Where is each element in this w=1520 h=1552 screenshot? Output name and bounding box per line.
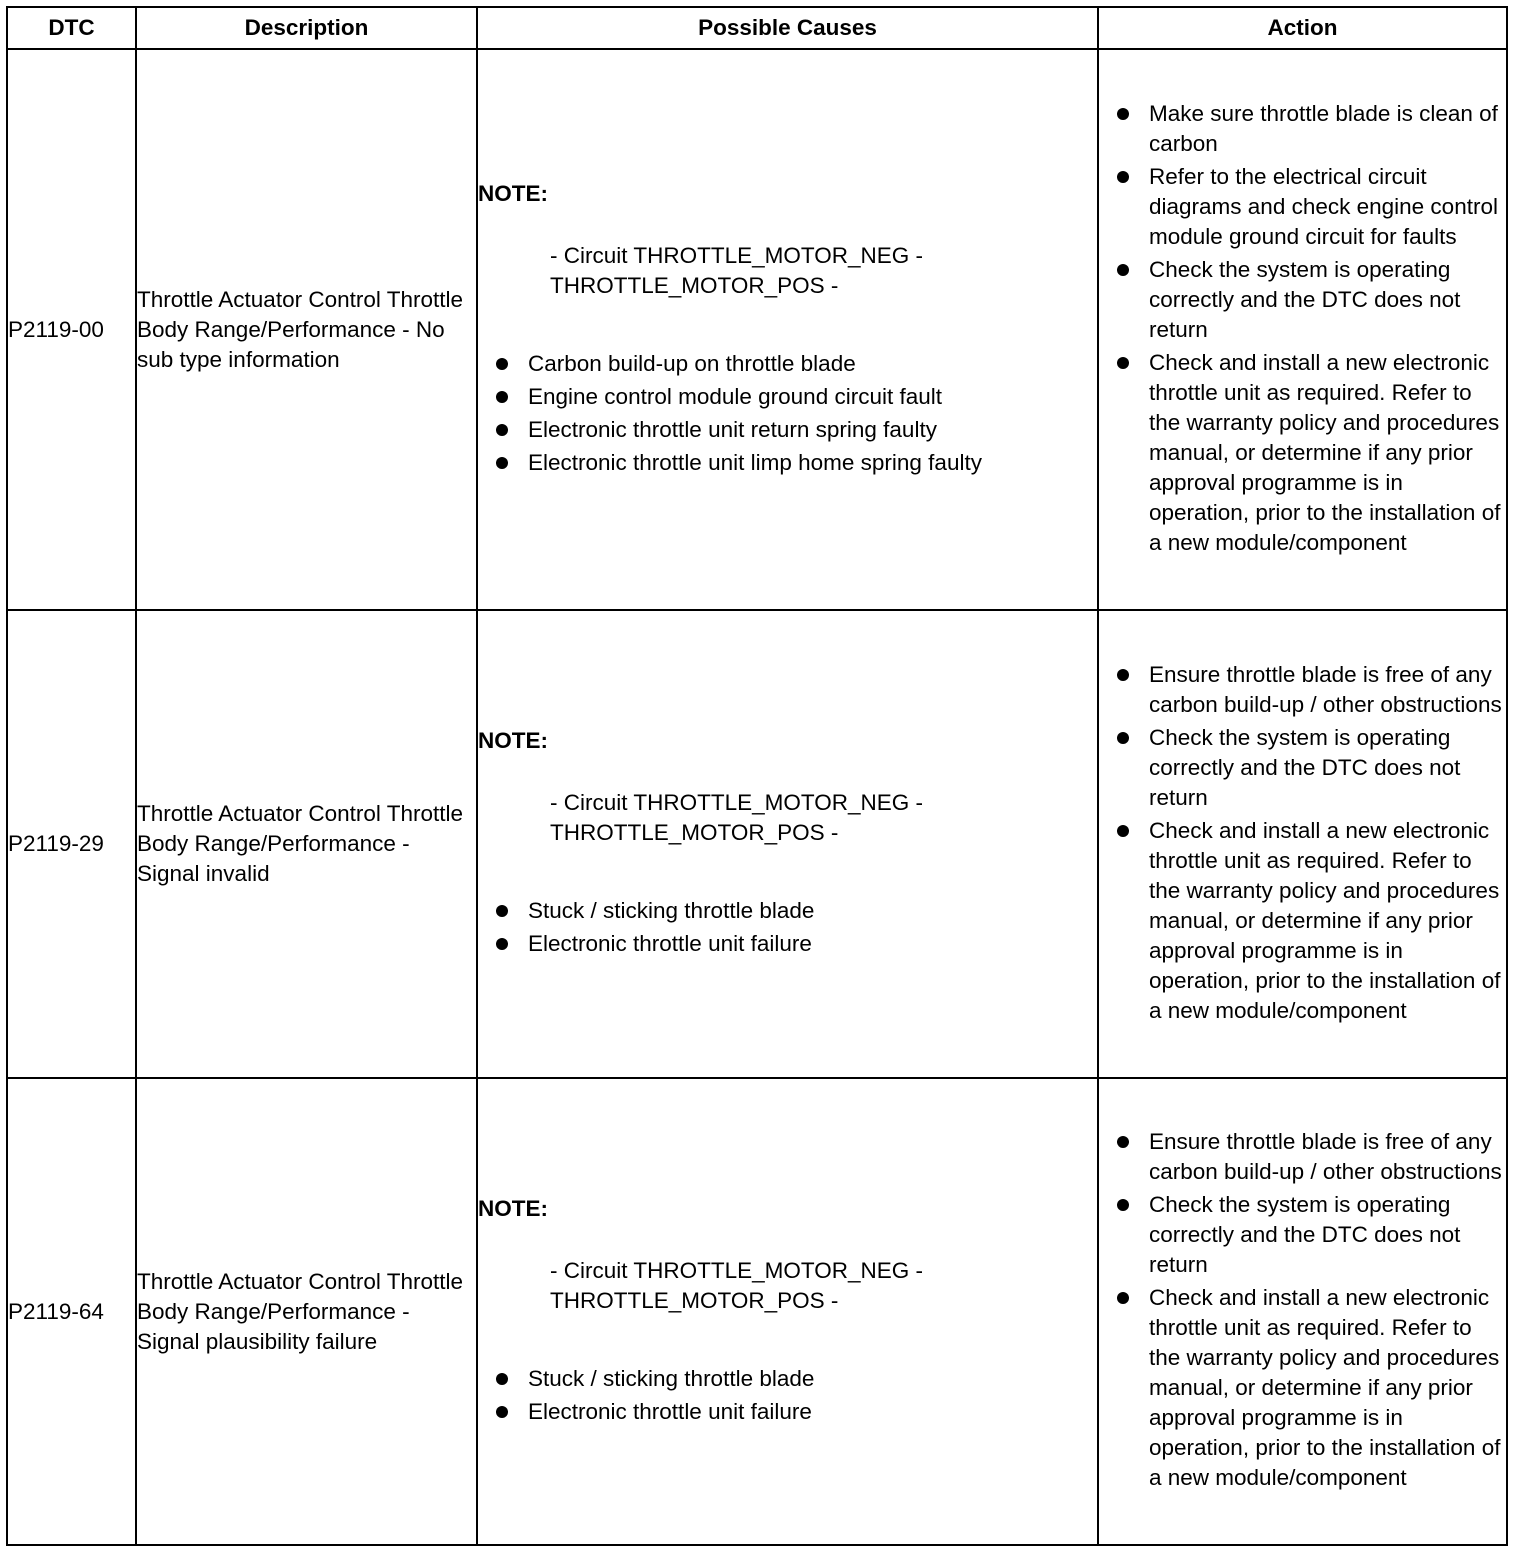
circuit-text: - Circuit THROTTLE_MOTOR_NEG - THROTTLE_MOTOR_POS - <box>550 1257 923 1313</box>
dtc-document <box>6 6 1506 1544</box>
list-item <box>1115 99 1506 159</box>
bullet-icon <box>1117 108 1129 120</box>
bullet-icon <box>496 457 508 469</box>
list-item <box>1115 816 1506 1026</box>
cause-text: Engine control module ground circuit fault <box>528 383 942 409</box>
actions-list <box>1099 99 1506 558</box>
list-item <box>1115 660 1506 720</box>
header-possible-causes: Possible Causes <box>477 7 1098 49</box>
action-cell <box>1098 610 1507 1078</box>
causes-list <box>478 896 1097 959</box>
list-item <box>1115 1127 1506 1187</box>
bullet-icon <box>496 1406 508 1418</box>
actions-list <box>1099 1127 1506 1493</box>
list-item <box>1115 723 1506 813</box>
note-label: NOTE: <box>478 728 548 753</box>
possible-causes-cell <box>477 49 1098 610</box>
bullet-icon <box>496 358 508 370</box>
dtc-description: Throttle Actuator Control Throttle Body Range/Performance - No sub type information <box>136 49 477 610</box>
action-text: Check and install a new electronic throttle unit as required. Refer to the warranty policy and procedures manual, or determine if any prior approval programme is in operation, prior to the installation of a new module/component <box>1149 817 1501 1023</box>
cause-text: Electronic throttle unit failure <box>528 1398 812 1424</box>
action-cell <box>1098 49 1507 610</box>
bullet-icon <box>1117 669 1129 681</box>
action-text: Ensure throttle blade is free of any carbon build-up / other obstructions <box>1149 1129 1502 1184</box>
dtc-code: P2119-64 <box>7 1078 136 1545</box>
action-text: Make sure throttle blade is clean of carbon <box>1149 100 1498 156</box>
cause-text: Stuck / sticking throttle blade <box>528 1365 815 1391</box>
cause-text: Stuck / sticking throttle blade <box>528 898 815 923</box>
list-item <box>494 349 1097 379</box>
action-text: Check and install a new electronic throttle unit as required. Refer to the warranty policy and procedures manual, or determine if any prior approval programme is in operation, prior to the installation of a new module/component <box>1149 1285 1501 1490</box>
bullet-icon <box>496 938 508 950</box>
note-label: NOTE: <box>478 180 548 206</box>
table-row <box>7 49 1507 610</box>
list-item <box>494 929 1097 959</box>
list-item <box>1115 348 1506 558</box>
cause-text: Electronic throttle unit failure <box>528 931 812 956</box>
list-item <box>494 382 1097 412</box>
list-item <box>494 415 1097 445</box>
table-row <box>7 1078 1507 1545</box>
possible-causes-cell <box>477 1078 1098 1545</box>
header-dtc: DTC <box>7 7 136 49</box>
header-row <box>7 7 1507 49</box>
bullet-icon <box>496 1373 508 1385</box>
bullet-icon <box>1117 732 1129 744</box>
header-action: Action <box>1098 7 1507 49</box>
action-text: Ensure throttle blade is free of any carbon build-up / other obstructions <box>1149 661 1502 717</box>
causes-list <box>478 349 1097 478</box>
causes-list <box>478 1364 1097 1427</box>
note-label: NOTE: <box>478 1195 548 1221</box>
action-text: Check and install a new electronic throttle unit as required. Refer to the warranty policy and procedures manual, or determine if any prior approval programme is in operation, prior to the installation of a new module/component <box>1149 349 1501 555</box>
dtc-code: P2119-29 <box>7 610 136 1078</box>
action-text: Refer to the electrical circuit diagrams and check engine control module ground circuit for faults <box>1149 163 1498 249</box>
list-item <box>494 1397 1097 1427</box>
bullet-icon <box>1117 1136 1129 1148</box>
dtc-table <box>6 6 1508 1546</box>
list-item <box>494 1364 1097 1394</box>
bullet-icon <box>1117 1292 1129 1304</box>
list-item <box>1115 1283 1506 1493</box>
cause-text: Electronic throttle unit return spring faulty <box>528 416 937 442</box>
list-item <box>1115 255 1506 345</box>
cause-text: Carbon build-up on throttle blade <box>528 350 856 376</box>
actions-list <box>1099 660 1506 1026</box>
action-text: Check the system is operating correctly and the DTC does not return <box>1149 1192 1461 1277</box>
action-cell <box>1098 1078 1507 1545</box>
bullet-icon <box>1117 357 1129 369</box>
bullet-icon <box>496 905 508 917</box>
bullet-icon <box>496 391 508 403</box>
bullet-icon <box>1117 171 1129 183</box>
possible-causes-cell <box>477 610 1098 1078</box>
dtc-description: Throttle Actuator Control Throttle Body Range/Performance - Signal plausibility failure <box>136 1078 477 1545</box>
dtc-description: Throttle Actuator Control Throttle Body Range/Performance - Signal invalid <box>136 610 477 1078</box>
bullet-icon <box>496 424 508 436</box>
dtc-code: P2119-00 <box>7 49 136 610</box>
action-text: Check the system is operating correctly and the DTC does not return <box>1149 256 1461 342</box>
circuit-text: - Circuit THROTTLE_MOTOR_NEG - THROTTLE_MOTOR_POS - <box>550 790 923 845</box>
list-item <box>494 896 1097 926</box>
cause-text: Electronic throttle unit limp home spring faulty <box>528 449 982 475</box>
circuit-text: - Circuit THROTTLE_MOTOR_NEG - THROTTLE_MOTOR_POS - <box>550 242 923 298</box>
list-item <box>1115 162 1506 252</box>
bullet-icon <box>1117 1199 1129 1211</box>
header-description: Description <box>136 7 477 49</box>
list-item <box>494 448 1097 478</box>
bullet-icon <box>1117 825 1129 837</box>
bullet-icon <box>1117 264 1129 276</box>
action-text: Check the system is operating correctly and the DTC does not return <box>1149 724 1461 810</box>
list-item <box>1115 1190 1506 1280</box>
table-row <box>7 610 1507 1078</box>
